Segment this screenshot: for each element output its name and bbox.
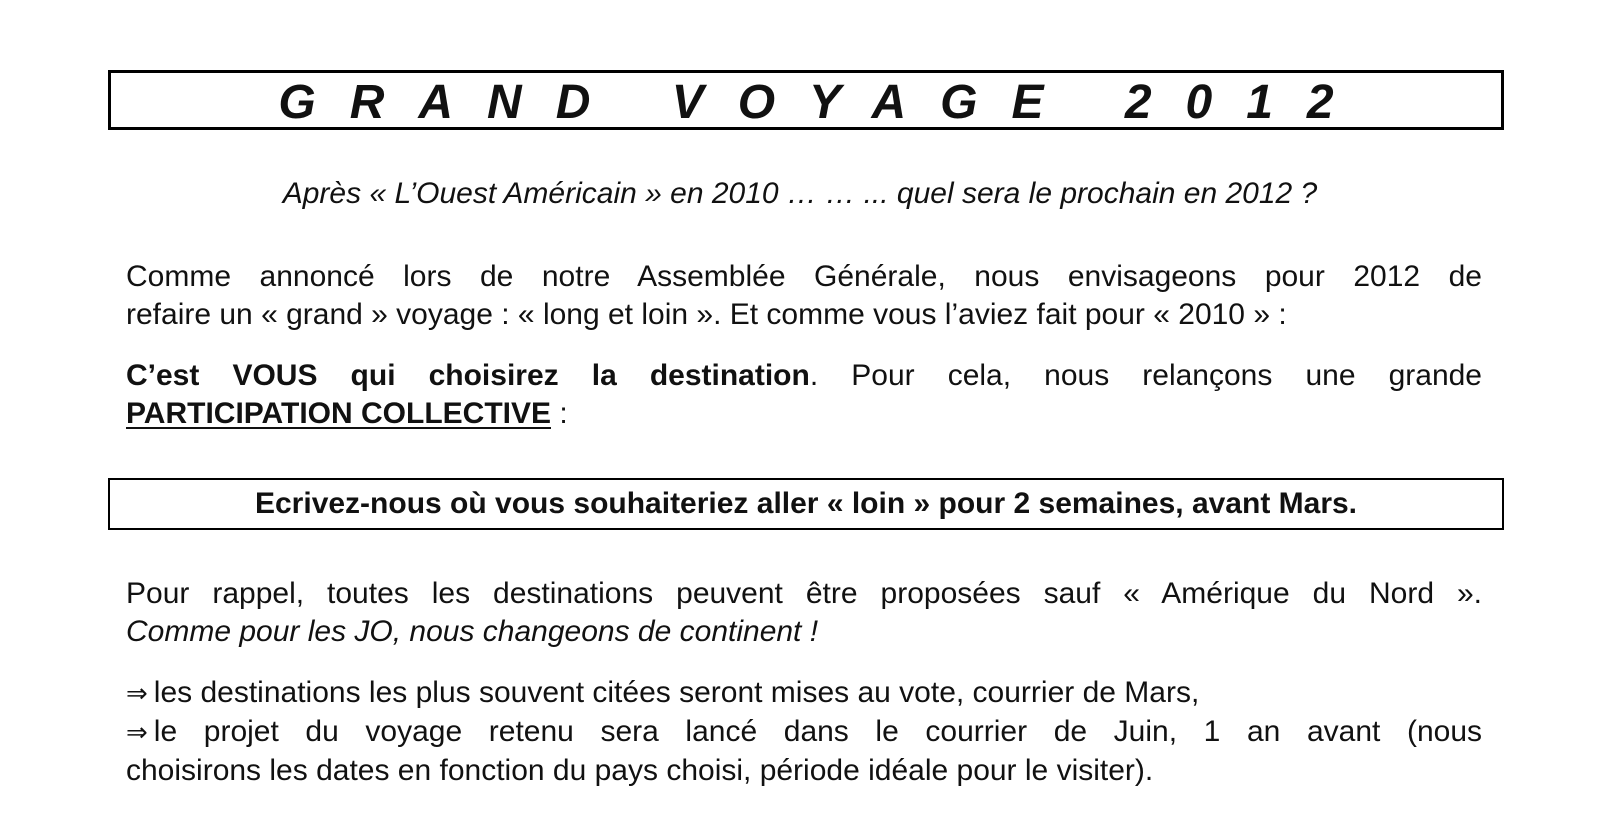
implies-arrow-icon: ⇒ bbox=[126, 718, 148, 748]
choice-line-1 bbox=[126, 357, 1482, 395]
reminder-line-1: Pour rappel, toutes les destinations peuvent être proposées sauf « Amérique du Nord ». bbox=[126, 577, 1482, 610]
intro-line-1: Comme annoncé lors de notre Assemblée Générale, nous envisageons pour 2012 de bbox=[126, 260, 1482, 293]
choice-paragraph bbox=[126, 357, 1482, 433]
step-1-text: les destinations les plus souvent citées seront mises au vote, courrier de Mars, bbox=[153, 676, 1200, 709]
intro-paragraph bbox=[126, 258, 1482, 334]
subtitle: Après « L’Ouest Américain » en 2010 … … ... quel sera le prochain en 2012 ? bbox=[282, 177, 1318, 210]
reminder-line-2: Comme pour les JO, nous changeons de continent ! bbox=[126, 615, 819, 648]
choice-rest-1: . Pour cela, nous relançons une grande bbox=[809, 359, 1482, 392]
steps-list bbox=[126, 674, 1482, 790]
choice-line-2 bbox=[126, 395, 1482, 433]
title-box bbox=[108, 70, 1504, 130]
notice-box bbox=[108, 478, 1504, 530]
step-1 bbox=[126, 674, 1482, 713]
step-2-line-2: choisirons les dates en fonction du pays choisi, période idéale pour le visiter). bbox=[126, 754, 1154, 787]
step-2-line-1 bbox=[126, 713, 1482, 752]
choice-bold-lead: C’est VOUS qui choisirez la destination bbox=[126, 359, 810, 392]
notice-text: Ecrivez-nous où vous souhaiteriez aller « loin » pour 2 semaines, avant Mars. bbox=[254, 487, 1358, 520]
page-title: GRAND VOYAGE 2012 bbox=[278, 76, 1368, 129]
implies-arrow-icon: ⇒ bbox=[126, 679, 148, 709]
participation-collective: PARTICIPATION COLLECTIVE bbox=[126, 397, 551, 430]
reminder-paragraph bbox=[126, 575, 1482, 651]
step-2-text-1: le projet du voyage retenu sera lancé dans le courrier de Juin, 1 an avant (nous bbox=[153, 715, 1482, 748]
intro-line-2: refaire un « grand » voyage : « long et loin ». Et comme vous l’aviez fait pour « 2010 » : bbox=[126, 298, 1287, 331]
choice-rest-2: : bbox=[551, 397, 568, 430]
